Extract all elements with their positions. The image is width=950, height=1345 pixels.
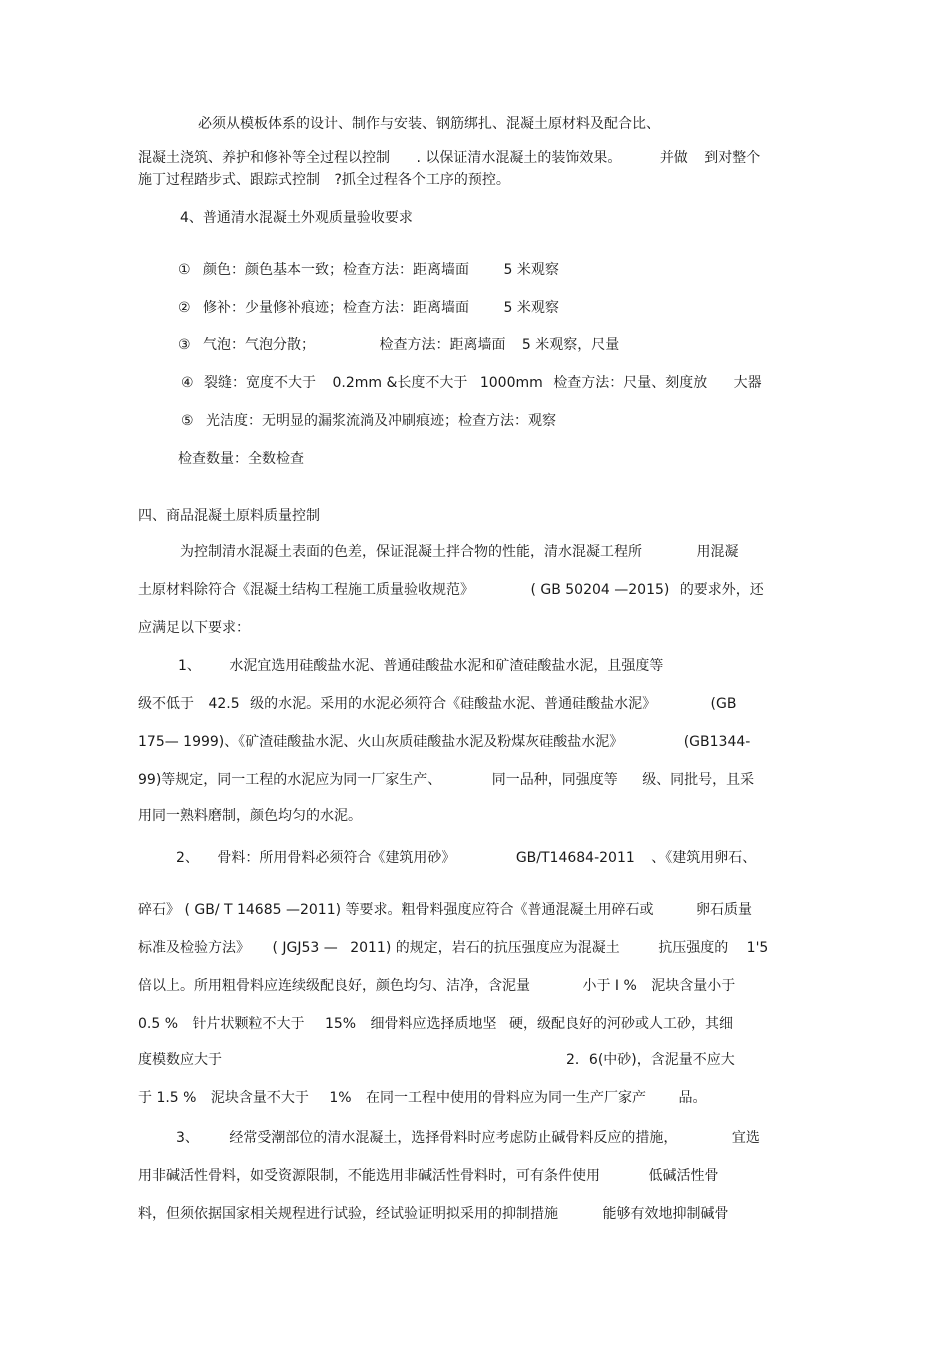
text-span: ① bbox=[178, 262, 191, 278]
text-span: 2011) 的规定，岩石的抗压强度应为混凝土 bbox=[350, 940, 620, 956]
text-line bbox=[138, 1167, 718, 1185]
text-span: 倍以上。所用粗骨料应连续级配良好，颜色均匀、洁净，含泥量 bbox=[138, 978, 530, 994]
text-span: 修补：少量修补痕迹；检查方法：距离墙面 bbox=[203, 300, 470, 316]
text-span: 施丁过程踏步式、跟踪式控制 bbox=[138, 172, 320, 188]
text-line bbox=[138, 733, 750, 751]
text-span: 3、 bbox=[176, 1130, 199, 1146]
text-span: 标准及检验方法》 bbox=[138, 940, 250, 956]
text-span: 气泡：气泡分散； bbox=[203, 337, 316, 353]
text-span: 混凝土浇筑、养护和修补等全过程以控制 bbox=[138, 150, 390, 166]
text-span: 99)等规定，同一工程的水泥应为同一厂家生产、 bbox=[138, 772, 442, 788]
text-span: ( JGJ53 — bbox=[272, 940, 338, 956]
text-span: 检查方法：距离墙面 bbox=[379, 337, 506, 353]
text-span: 2、 bbox=[176, 850, 199, 866]
text-line bbox=[138, 1051, 222, 1069]
text-span: 能够有效地抑制碱骨 bbox=[602, 1206, 729, 1222]
text-span: 5 米观察 bbox=[503, 262, 559, 278]
text-span: 碎石》 ( GB/ T 14685 —2011) 等要求。粗骨料强度应符合《普通混凝土用碎石或 bbox=[138, 902, 654, 918]
text-span: 5 米观察 bbox=[503, 300, 559, 316]
text-span: 品。 bbox=[678, 1090, 707, 1106]
text-span: 用同一熟料磨制，颜色均匀的水泥。 bbox=[138, 808, 362, 824]
text-span: 小于 I % bbox=[582, 978, 637, 994]
text-span: 针片状颗粒不大于 bbox=[192, 1016, 305, 1032]
text-span: ⑤ bbox=[181, 413, 194, 429]
text-span: 光洁度：无明显的漏浆流淌及冲刷痕迹；检查方法：观察 bbox=[206, 413, 557, 429]
text-span: 0.2mm &长度不大于 bbox=[332, 375, 468, 391]
text-line bbox=[138, 1089, 707, 1107]
list-item bbox=[178, 299, 559, 317]
text-span: 骨料：所用骨料必须符合《建筑用砂》 bbox=[217, 850, 456, 866]
text-span: 5 米观察，尺量 bbox=[521, 337, 620, 353]
text-span: ③ bbox=[178, 337, 191, 353]
text-span: 同一品种，同强度等 bbox=[491, 772, 618, 788]
text-span: 必须从模板体系的设计、制作与安装、钢筋绑扎、混凝土原材料及配合比、 bbox=[198, 116, 660, 132]
list-item bbox=[181, 412, 556, 430]
text-span: 到对整个 bbox=[704, 150, 761, 166]
text-line bbox=[138, 695, 736, 713]
text-line bbox=[138, 171, 510, 189]
text-span: 级不低于 bbox=[138, 696, 194, 712]
text-span: 抗压强度的 bbox=[658, 940, 729, 956]
list-item bbox=[181, 374, 762, 392]
text-span: 卵石质量 bbox=[695, 902, 752, 918]
text-span: 级、同批号，且采 bbox=[642, 772, 755, 788]
text-span: 级的水泥。采用的水泥必须符合《硅酸盐水泥、普通硅酸盐水泥》 bbox=[250, 696, 657, 712]
text-span: 泥块含量不大于 bbox=[210, 1090, 309, 1106]
text-span: GB/T14684-2011 bbox=[515, 850, 635, 866]
text-line bbox=[176, 1129, 760, 1147]
text-span: 1000mm bbox=[479, 375, 543, 391]
text-span: 大器 bbox=[733, 375, 762, 391]
text-span: 颜色：颜色基本一致；检查方法：距离墙面 bbox=[203, 262, 470, 278]
text-span: 的要求外，还 bbox=[679, 582, 764, 598]
text-span: . 以保证清水混凝土的装饰效果。 bbox=[416, 150, 622, 166]
text-line bbox=[178, 450, 304, 468]
text-span: 1、 bbox=[178, 658, 201, 674]
text-span: 检查方法：尺量、刻度放 bbox=[553, 375, 708, 391]
section-heading bbox=[180, 209, 413, 227]
section-heading bbox=[138, 507, 320, 525]
text-span: 1% bbox=[329, 1090, 352, 1106]
text-span: 1'5 bbox=[746, 940, 769, 956]
list-item bbox=[178, 336, 619, 354]
text-span: 宜选 bbox=[731, 1130, 760, 1146]
text-span: 42.5 bbox=[208, 696, 240, 712]
text-span: 、《建筑用卵石、 bbox=[651, 850, 757, 866]
text-span: 细骨料应选择质地坚 bbox=[370, 1016, 497, 1032]
text-span: ( GB 50204 —2015) bbox=[530, 582, 670, 598]
text-line bbox=[178, 657, 663, 675]
text-span: 2．6(中砂)，含泥量不应大 bbox=[566, 1052, 735, 1068]
text-line bbox=[176, 849, 756, 867]
text-span: ② bbox=[178, 300, 191, 316]
text-line bbox=[138, 977, 735, 995]
text-span: 为控制清水混凝土表面的色差，保证混凝土拌合物的性能，清水混凝工程所 bbox=[180, 544, 642, 560]
text-span: 水泥宜选用硅酸盐水泥、普通硅酸盐水泥和矿渣硅酸盐水泥，且强度等 bbox=[229, 658, 664, 674]
text-line bbox=[138, 807, 362, 825]
text-span: ?抓全过程各个工序的预控。 bbox=[334, 172, 510, 188]
text-line bbox=[138, 149, 760, 167]
text-span: 用混凝 bbox=[696, 544, 739, 560]
text-span: 用非碱活性骨料，如受资源限制，不能选用非碱活性骨料时，可有条件使用 bbox=[138, 1168, 600, 1184]
text-span: (GB bbox=[710, 696, 737, 712]
text-span: (GB1344- bbox=[683, 734, 751, 750]
text-span: 175— 1999)、《矿渣硅酸盐水泥、火山灰质硅酸盐水泥及粉煤灰硅酸盐水泥》 bbox=[138, 734, 624, 750]
text-span: 于 1.5 % bbox=[138, 1090, 197, 1106]
text-span: 4、普通清水混凝土外观质量验收要求 bbox=[180, 210, 413, 226]
text-line bbox=[566, 1051, 735, 1069]
text-line bbox=[138, 771, 754, 789]
text-span: 裂缝：宽度不大于 bbox=[204, 375, 317, 391]
text-span: 0.5 % bbox=[138, 1016, 179, 1032]
text-span: ④ bbox=[181, 375, 194, 391]
text-line bbox=[138, 581, 764, 599]
text-span: 低碱活性骨 bbox=[648, 1168, 719, 1184]
text-line bbox=[198, 115, 660, 133]
text-span: 经常受潮部位的清水混凝土，选择骨料时应考虑防止碱骨料反应的措施， bbox=[229, 1130, 678, 1146]
text-span: 应满足以下要求： bbox=[138, 620, 250, 636]
text-line bbox=[138, 901, 752, 919]
text-span: 检查数量：全数检查 bbox=[178, 451, 304, 467]
text-line bbox=[138, 1015, 733, 1033]
text-span: 四、商品混凝土原料质量控制 bbox=[138, 508, 320, 524]
text-span: 泥块含量小于 bbox=[651, 978, 736, 994]
text-line bbox=[138, 1205, 728, 1223]
text-span: 度模数应大于 bbox=[138, 1052, 222, 1068]
text-span: 在同一工程中使用的骨料应为同一生产厂家产 bbox=[366, 1090, 647, 1106]
text-span: 15% bbox=[324, 1016, 357, 1032]
text-span: 硬，级配良好的河砂或人工砂，其细 bbox=[508, 1016, 733, 1032]
text-line bbox=[138, 619, 250, 637]
text-span: 土原材料除符合《混凝土结构工程施工质量验收规范》 bbox=[138, 582, 474, 598]
text-line bbox=[138, 939, 768, 957]
text-span: 并做 bbox=[659, 150, 688, 166]
text-span: 料，但须依据国家相关规程进行试验，经试验证明拟采用的抑制措施 bbox=[138, 1206, 558, 1222]
list-item bbox=[178, 261, 559, 279]
text-line bbox=[180, 543, 738, 561]
